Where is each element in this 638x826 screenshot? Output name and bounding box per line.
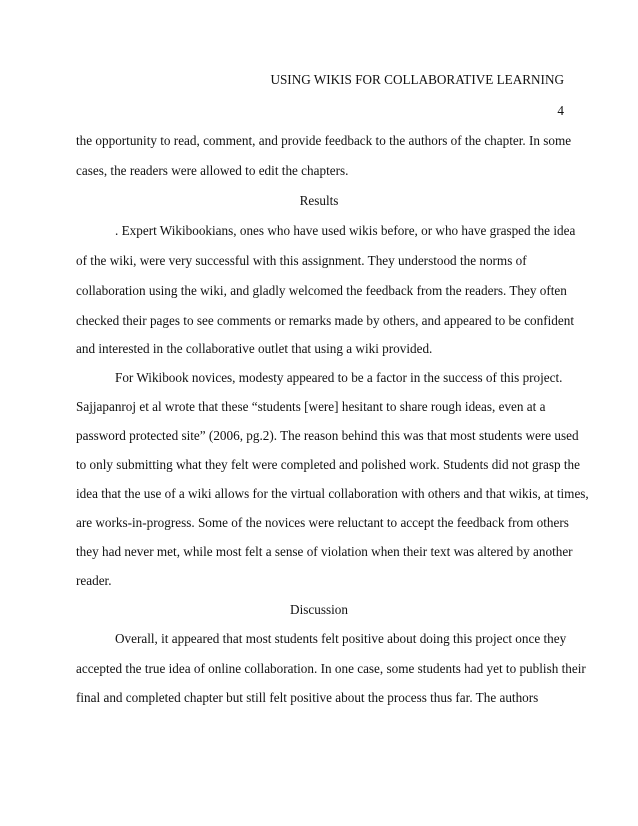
body-line: they had never met, while most felt a sense of violation when their text was altered by another xyxy=(76,544,573,559)
body-line: the opportunity to read, comment, and provide feedback to the authors of the chapter. In some xyxy=(76,133,572,148)
section-heading-results: Results xyxy=(299,193,339,208)
body-line: cases, the readers were allowed to edit the chapters. xyxy=(76,163,349,178)
body-line: collaboration using the wiki, and gladly welcomed the feedback from the readers. They often xyxy=(76,283,567,298)
body-line: . Expert Wikibookians, ones who have used wikis before, or who have grasped the idea xyxy=(115,223,576,238)
body-line: to only submitting what they felt were completed and polished work. Students did not grasp the xyxy=(76,457,580,472)
running-head: USING WIKIS FOR COLLABORATIVE LEARNING xyxy=(270,72,564,87)
body-line: final and completed chapter but still felt positive about the process thus far. The authors xyxy=(76,690,539,705)
body-line: idea that the use of a wiki allows for the virtual collaboration with others and that wikis, at times, xyxy=(76,486,589,501)
body-line: Overall, it appeared that most students felt positive about doing this project once they xyxy=(115,631,567,646)
body-line: of the wiki, were very successful with this assignment. They understood the norms of xyxy=(76,253,527,268)
body-line: reader. xyxy=(76,573,112,588)
page-number: 4 xyxy=(557,103,564,118)
body-line: are works-in-progress. Some of the novices were reluctant to accept the feedback from others xyxy=(76,515,569,530)
section-heading-discussion: Discussion xyxy=(290,602,348,617)
body-line: and interested in the collaborative outlet that using a wiki provided. xyxy=(76,341,433,356)
body-line: checked their pages to see comments or remarks made by others, and appeared to be confident xyxy=(76,313,575,328)
body-line: Sajjapanroj et al wrote that these “students [were] hesitant to share rough ideas, even at a xyxy=(76,399,546,414)
body-line: For Wikibook novices, modesty appeared to be a factor in the success of this project. xyxy=(115,370,563,385)
body-line: password protected site” (2006, pg.2). The reason behind this was that most students were used xyxy=(76,428,579,443)
body-line: accepted the true idea of online collaboration. In one case, some students had yet to publish their xyxy=(76,661,586,676)
